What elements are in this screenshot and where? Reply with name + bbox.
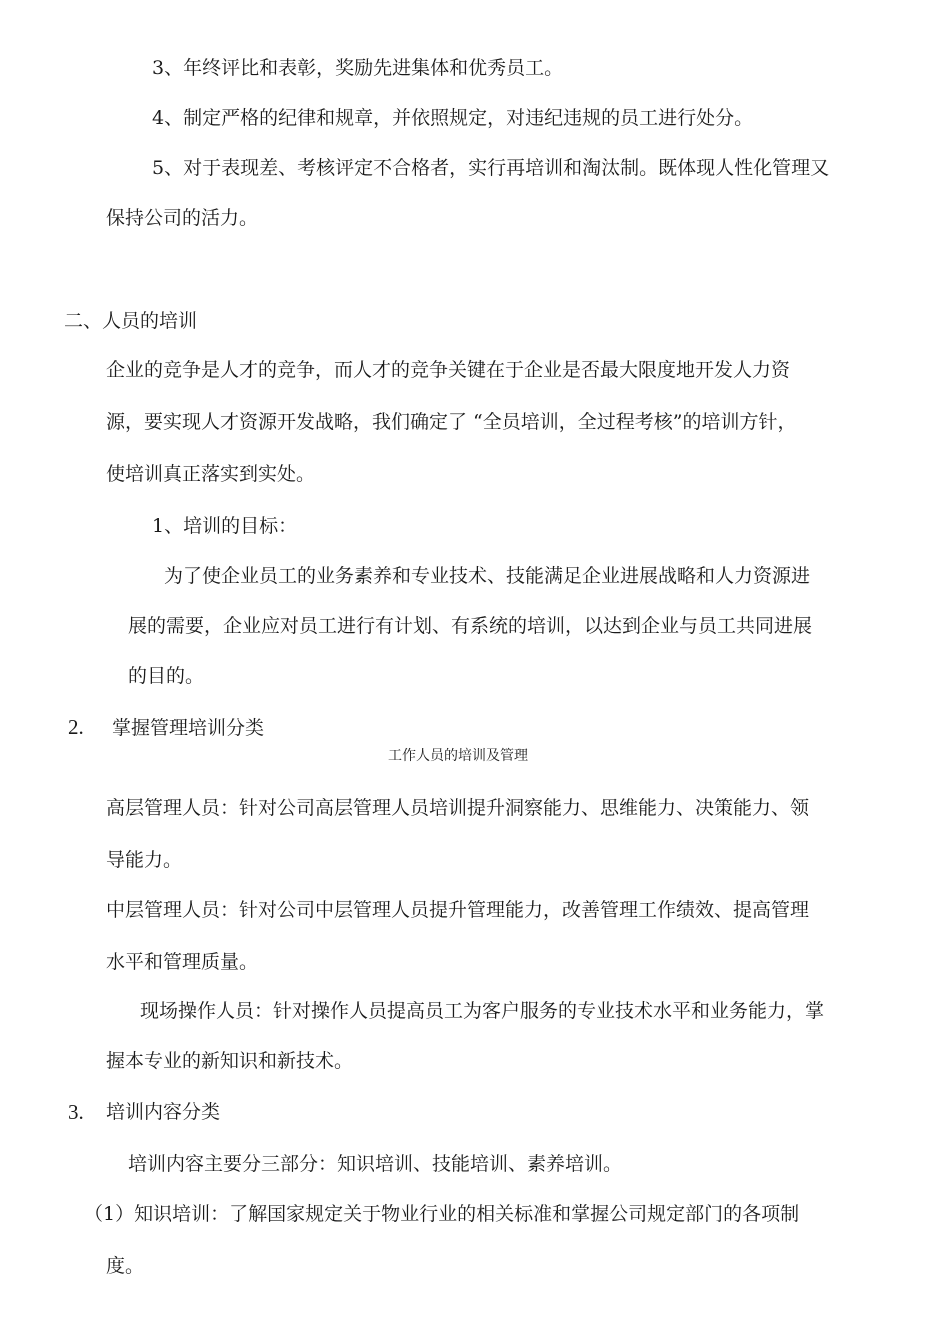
goal-line1: 为了使企业员工的业务素养和专业技术、技能满足企业进展战略和人力资源进 [164,565,811,587]
table-caption: 工作人员的培训及管理 [388,748,528,764]
list-item-5-line2: 保持公司的活力。 [106,207,259,229]
content-summary: 培训内容主要分三部分：知识培训、技能培训、素养培训。 [128,1153,623,1175]
mgmt-heading: 掌握管理培训分类 [112,717,265,739]
mgmt-number: 2. [68,715,84,739]
section-heading-training: 二、人员的培训 [64,310,198,332]
middle-mgmt-line1: 中层管理人员：针对公司中层管理人员提升管理能力，改善管理工作绩效、提高管理 [106,899,810,921]
goal-line2: 展的需要，企业应对员工进行有计划、有系统的培训，以达到企业与员工共同进展 [128,615,813,637]
goal-heading: 1、培训的目标： [152,515,298,537]
content-heading: 培训内容分类 [106,1101,221,1123]
field-staff-line1: 现场操作人员：针对操作人员提高员工为客户服务的专业技术水平和业务能力，掌 [140,1000,825,1022]
goal-line3: 的目的。 [128,665,205,687]
list-item-4: 4、制定严格的纪律和规章，并依照规定，对违纪违规的员工进行处分。 [152,107,754,129]
section-paragraph-line3: 使培训真正落实到实处。 [106,463,316,485]
section-paragraph-line2: 源，要实现人才资源开发战略，我们确定了 “全员培训，全过程考核”的培训方针， [106,411,797,433]
knowledge-training-line2: 度。 [106,1255,145,1277]
field-staff-line2: 握本专业的新知识和新技术。 [106,1050,354,1072]
list-item-3: 3、年终评比和表彰，奖励先进集体和优秀员工。 [152,57,564,79]
senior-mgmt-line1: 高层管理人员：针对公司高层管理人员培训提升洞察能力、思维能力、决策能力、领 [106,797,810,819]
knowledge-training-line1: （1）知识培训：了解国家规定关于物业行业的相关标准和掌握公司规定部门的各项制 [84,1203,800,1225]
section-paragraph-line1: 企业的竞争是人才的竞争，而人才的竞争关键在于企业是否最大限度地开发人力资 [106,359,791,381]
middle-mgmt-line2: 水平和管理质量。 [106,951,259,973]
content-number: 3. [68,1100,84,1124]
senior-mgmt-line2: 导能力。 [106,849,183,871]
list-item-5-line1: 5、对于表现差、考核评定不合格者，实行再培训和淘汰制。既体现人性化管理又 [152,157,830,179]
